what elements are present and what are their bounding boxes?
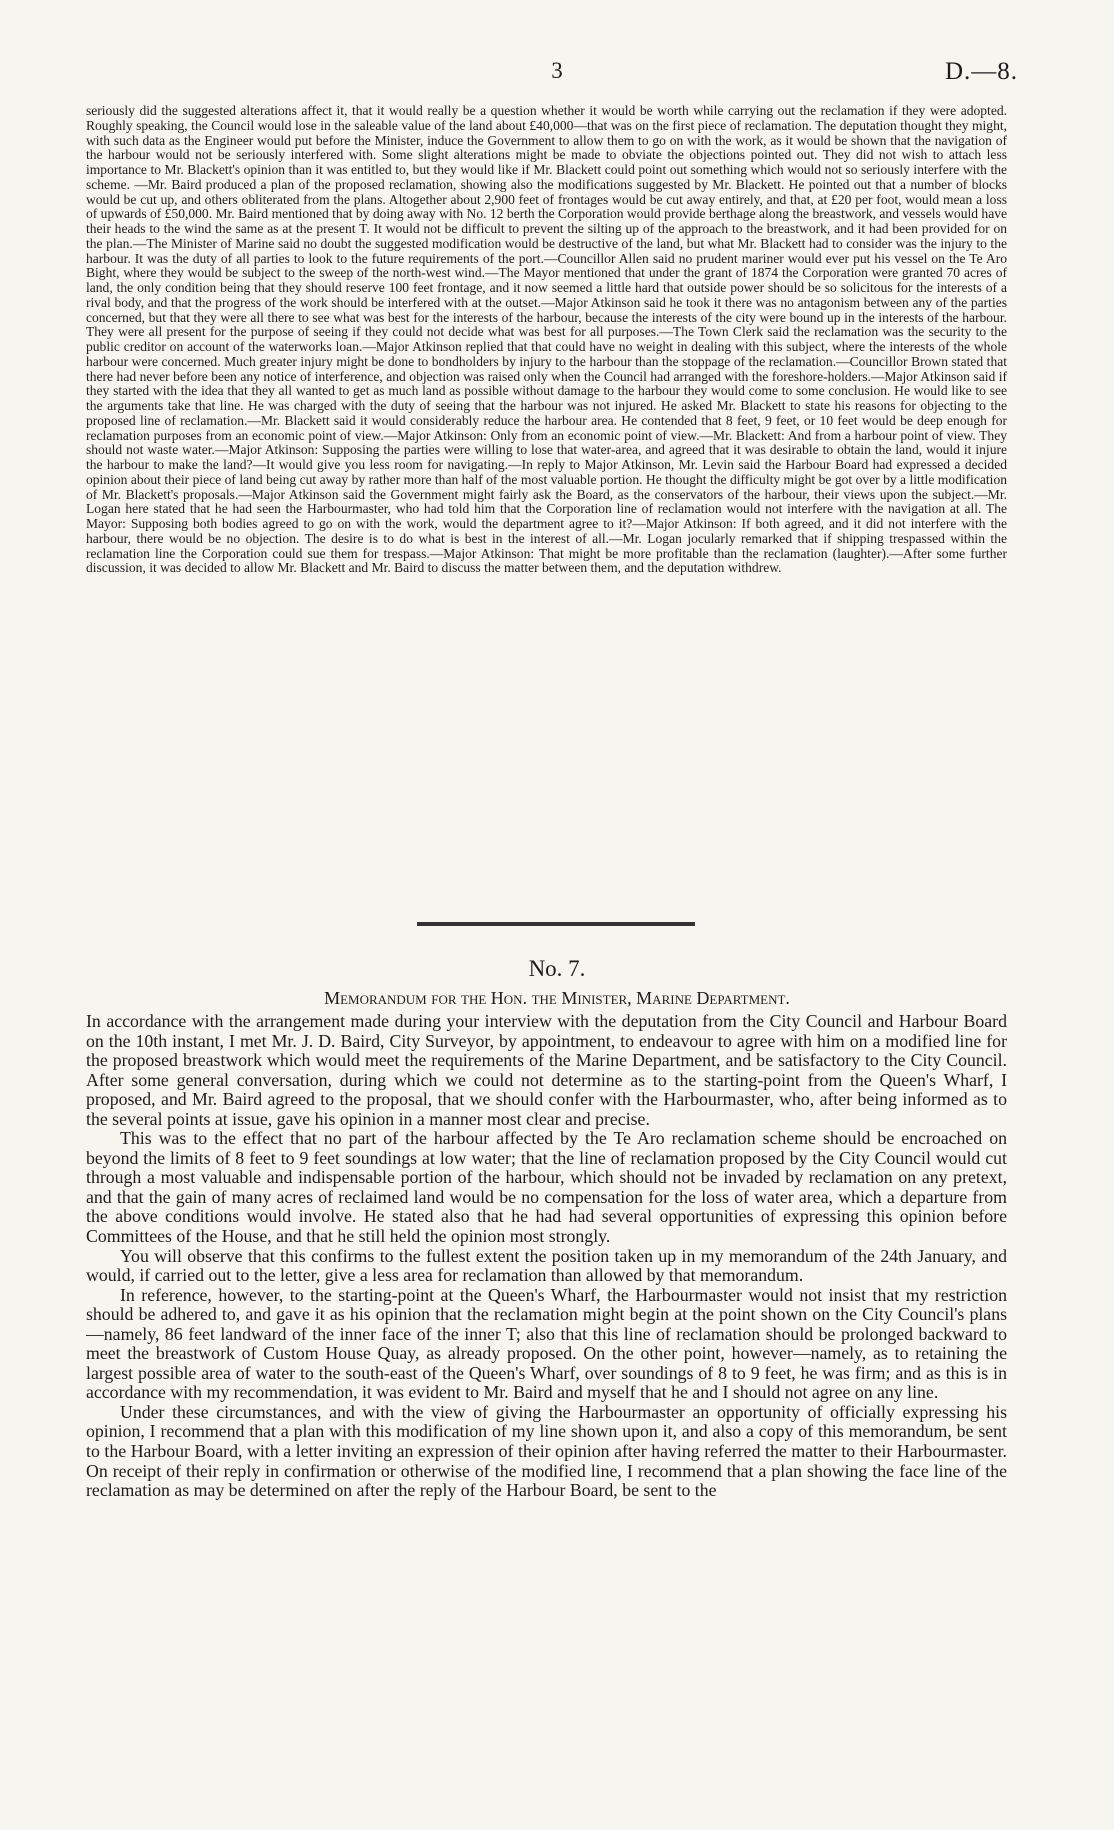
page-header [0,58,1114,88]
section-divider [417,922,695,926]
memo-paragraph: You will observe that this confirms to the fullest extent the position taken up in my memorandum of the 24th January, and would, if carried out to the letter, give a less area for reclamation than allowed by that memorandum. [86,1245,1007,1286]
memo-paragraph: In reference, however, to the starting-point at the Queen's Wharf, the Harbourmaster would not insist that my restriction should be adhered to, and gave it as his opinion that the reclamation might begin at the point shown on the City Council's plans—namely, 86 feet landward of the inner face of the inner T; also that this line of reclamation should be prolonged backward to meet the breastwork of Custom House Quay, as already proposed. On the other point, however—namely, as to retaining the largest possible area of water to the south-east of the Queen's Wharf, over soundings of 8 to 9 feet, he was firm; and as this is in accordance with my recommendation, it was evident to Mr. Baird and myself that he and I should not agree on any line. [86,1284,1007,1403]
document-reference: D.—8. [944,58,1018,85]
memo-paragraph: In accordance with the arrangement made during your interview with the deputation from the City Council and Harbour Board on the 10th instant, I met Mr. J. D. Baird, City Surveyor, by appointment, to endeavour to agree with him on a modified line for the proposed breastwork which would meet the requirements of the Marine Department, and be satisfactory to the City Council. After some general conversation, during which we could not determine as to the starting-point from the Queen's Wharf, I proposed, and Mr. Baird agreed to the proposal, that we should confer with the Harbourmaster, who, after being informed as to the several points at issue, gave his opinion in a manner most clear and precise. [86,1012,1007,1129]
memorandum-heading: Memorandum for the Hon. the Minister, Marine Department. [324,988,790,1008]
memo-paragraph: Under these circumstances, and with the view of giving the Harbourmaster an opportunity of officially expressing his opinion, I recommend that a plan with this modification of my line shown upon it, and also a copy of this memorandum, be sent to the Harbour Board, with a letter inviting an expression of their opinion after having referred the matter to their Harbourmaster. On receipt of their reply in confirmation or otherwise of the modified line, I recommend that a plan showing the face line of the reclamation as may be determined on after the reply of the Harbour Board, be sent to the [86,1401,1007,1501]
memorandum-body [86,1012,1007,1792]
memo-paragraph: This was to the effect that no part of the harbour affected by the Te Aro reclamation scheme should be encroached on beyond the limits of 8 feet to 9 feet soundings at low water; that the line of reclamation proposed by the City Council would cut through a most valuable and indispensable portion of the harbour, which should not be invaded by reclamation on any pretext, and that the gain of many acres of reclaimed land would be no compensation for the loss of water area, which a departure from the above conditions would involve. He stated also that he had had several opportunities of expressing this opinion before Committees of the House, and that he still held the opinion most strongly. [86,1128,1007,1247]
deputation-minutes-text: seriously did the suggested alterations affect it, that it would really be a question whether it would be worth while carrying out the reclamation if they were adopted. Roughly speaking, the Council would lose in the saleable value of the land about £40,000—that was on the first piece of reclamation. The deputation thought they might, with such data as the Engineer would put before the Minister, induce the Government to allow them to go on with the work, as it would be shown that the navigation of the harbour would not be seriously interfered with. Some slight alterations might be made to obviate the objections pointed out. They did not wish to attach less importance to Mr. Blackett's opinion than it was entitled to, but they would like if Mr. Blackett could point out something which would not so seriously interfere with the scheme. —Mr. Baird produced a plan of the proposed reclamation, showing also the modifications suggested by Mr. Blackett. He pointed out that a number of blocks would be cut up, and others obliterated from the plans. Altogether about 2,900 feet of frontages would be cut away entirely, and that, at £20 per foot, would mean a loss of upwards of £50,000. Mr. Baird mentioned that by doing away with No. 12 berth the Corporation would provide berthage along the breastwork, and vessels would have their heads to the wind the same as at the present T. It would not be difficult to prevent the silting up of the approach to the breastwork, and it had been provided for on the plan.—The Minister of Marine said no doubt the suggested modification would be destructive of the land, but what Mr. Blackett had to consider was the injury to the harbour. It was the duty of all parties to look to the future requirements of the port.—Councillor Allen said no prudent mariner would ever put his vessel on the Te Aro Bight, where they would be subject to the sweep of the north-west wind.—The Mayor mentioned that under the grant of 1874 the Corporation were granted 70 acres of land, the only condition being that they should reserve 100 feet frontage, and it now seemed a little hard that outside power should be so solicitous for the interests of a rival body, and that the progress of the work should be interfered with at the outset.—Major Atkinson said he took it there was no antagonism between any of the parties concerned, but that they were all there to see what was best for the interests of the harbour, because the interests of the city were bound up in the interests of the harbour. They were all present for the purpose of seeing if they could not decide what was best for all purposes.—The Town Clerk said the reclamation was the security to the public creditor on account of the waterworks loan.—Major Atkinson replied that that could have no weight in dealing with this subject, where the interests of the whole harbour were concerned. Much greater injury might be done to bondholders by injury to the harbour than the stoppage of the reclamation.—Councillor Brown stated that there had never before been any notice of interference, and objection was raised only when the Council had arranged with the foreshore-holders.—Major Atkinson said if they started with the idea that they all wanted to get as much land as possible without damage to the harbour they would come to some conclusion. He would like to see the arguments take that line. He was charged with the duty of seeing that the harbour was not injured. He asked Mr. Blackett to state his reasons for objecting to the proposed line of reclamation.—Mr. Blackett said it would considerably reduce the harbour area. He contended that 8 feet, 9 feet, or 10 feet would be deep enough for reclamation purposes from an economic point of view.—Major Atkinson: Only from an economic point of view.—Mr. Blackett: And from a harbour point of view. They should not waste water.—Major Atkinson: Supposing the parties were willing to lose that water-area, and agreed that it was desirable to obtain the land, would it injure the harbour to make the land?—It would give you less room for navigating.—In reply to Major Atkinson, Mr. Levin said the Harbour Board had expressed a decided opinion about their piece of land being cut away by rather more than half of the most valuable portion. He thought the difficulty might be got over by a little modification of Mr. Blackett's proposals.—Major Atkinson said the Government might fairly ask the Board, as the conservators of the harbour, their views upon the subject.—Mr. Logan here stated that he had seen the Harbourmaster, who had told him that the Corporation line of reclamation would not interfere with the navigation at all. The Mayor: Supposing both bodies agreed to go on with the work, would the department agree to it?—Major Atkinson: If both agreed, and it did not interfere with the harbour, there would be no objection. The desire is to do what is best in the interest of all.—Mr. Logan jocularly remarked that if shipping trespassed within the reclamation line the Corporation could sue them for trespass.—Major Atkinson: That might be more profitable than the reclamation (laughter).—After some further discussion, it was decided to allow Mr. Blackett and Mr. Baird to discuss the matter between them, and the deputation withdrew. [86,104,1007,576]
page-number: 3 [551,58,563,83]
section-number: No. 7. [528,956,586,981]
